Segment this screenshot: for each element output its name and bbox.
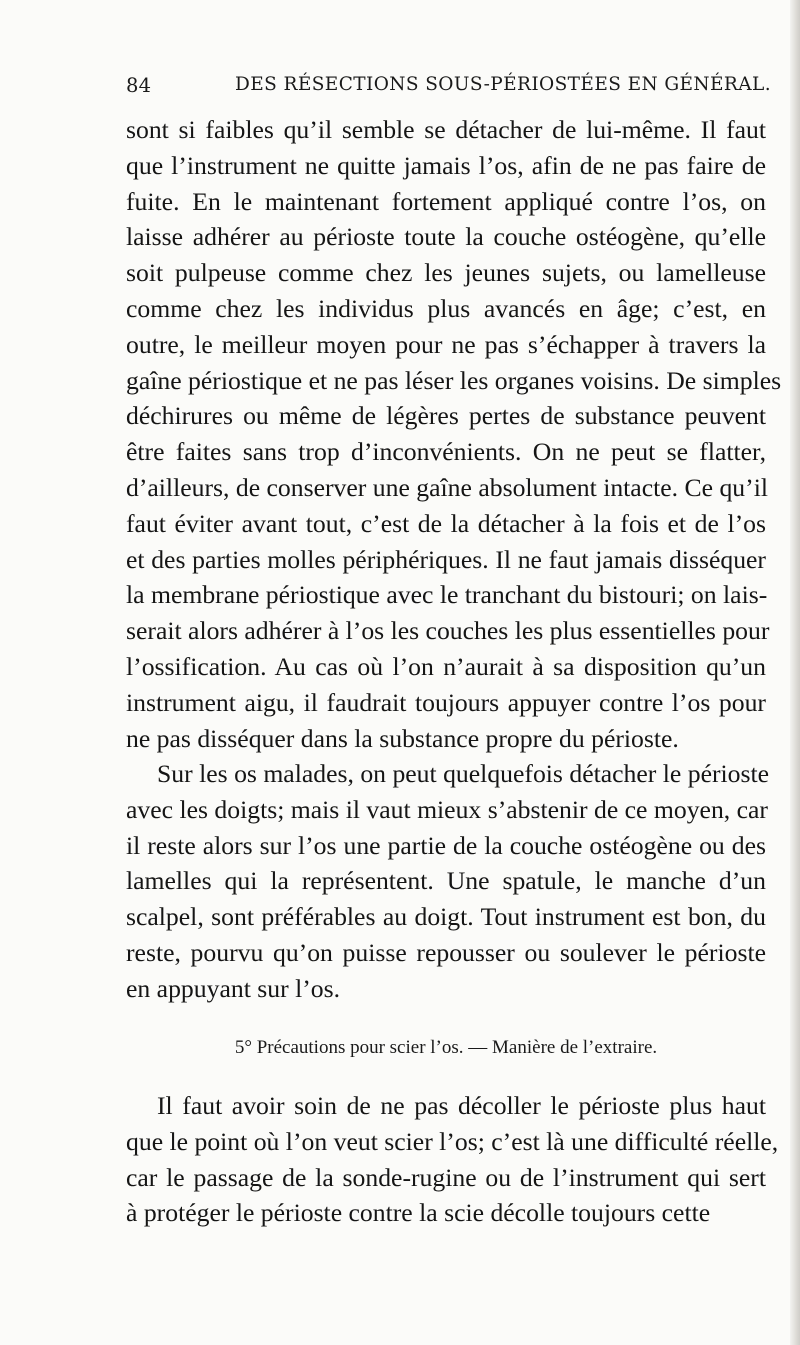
- text-line: car le passage de la sonde-rugine ou de l’instrument qui sert: [126, 1162, 766, 1192]
- text-line: que le point où l’on veut scier l’os; c’est là une difficulté réelle,: [126, 1126, 779, 1156]
- text-line: à protéger le périoste contre la scie décolle toujours cette: [126, 1198, 711, 1228]
- text-line: la membrane périostique avec le tranchant du bistouri; on lais-: [126, 580, 768, 610]
- text-line: gaîne périostique et ne pas léser les organes voisins. De simples: [126, 365, 782, 395]
- text-line: soit pulpeuse comme chez les jeunes sujets, ou lamelleuse: [126, 258, 766, 288]
- text-line: déchirures ou même de légères pertes de substance peuvent: [126, 401, 766, 431]
- page-number: 84: [126, 74, 152, 97]
- text-line: l’ossification. Au cas où l’on n’aurait à sa disposition qu’un: [126, 651, 766, 681]
- text-line: Il faut avoir soin de ne pas décoller le périoste plus haut: [157, 1091, 766, 1120]
- text-line: reste, pourvu qu’on puisse repousser ou soulever le périoste: [126, 937, 766, 967]
- text-line: avec les doigts; mais il vaut mieux s’abstenir de ce moyen, car: [126, 794, 768, 824]
- text-line: sont si faibles qu’il semble se détacher de lui-même. Il faut: [126, 115, 766, 144]
- running-title: DES RÉSECTIONS SOUS-PÉRIOSTÉES EN GÉNÉRAL.: [235, 74, 771, 95]
- text-line: instrument aigu, il faudrait toujours appuyer contre l’os pour: [126, 687, 766, 717]
- text-line: en appuyant sur l’os.: [126, 973, 341, 1003]
- text-line: fuite. En le maintenant fortement appliqué contre l’os, on: [126, 186, 766, 216]
- text-line: laisse adhérer au périoste toute la couche ostéogène, qu’elle: [126, 222, 766, 252]
- section-heading: 5° Précautions pour scier l’os. — Manière de l’extraire.: [234, 1037, 658, 1058]
- text-line: être faites sans trop d’inconvénients. On ne peut se flatter,: [126, 437, 766, 467]
- text-line: comme chez les individus plus avancés en âge; c’est, en: [126, 293, 766, 323]
- running-header: [126, 74, 771, 100]
- page-edge-shadow: [790, 0, 800, 1345]
- text-line: serait alors adhérer à l’os les couches les plus essentielles pour: [126, 616, 770, 646]
- text-line: il reste alors sur l’os une partie de la couche ostéogène ou des: [126, 830, 766, 860]
- text-line: scalpel, sont préférables au doigt. Tout instrument est bon, du: [126, 902, 766, 932]
- text-line: ne pas disséquer dans la substance propre du périoste.: [126, 723, 679, 753]
- text-line: et des parties molles périphériques. Il ne faut jamais disséquer: [126, 544, 766, 574]
- paragraph-3: [126, 1088, 779, 1231]
- text-line: d’ailleurs, de conserver une gaîne absolument intacte. Ce qu’il: [126, 472, 768, 502]
- text-line: que l’instrument ne quitte jamais l’os, afin de ne pas faire de: [126, 150, 766, 180]
- text-line: Sur les os malades, on peut quelquefois détacher le périoste: [157, 759, 770, 788]
- paragraph-1: [126, 112, 782, 756]
- text-line: outre, le meilleur moyen pour ne pas s’échapper à travers la: [126, 329, 766, 359]
- text-line: lamelles qui la représentent. Une spatule, le manche d’un: [126, 866, 766, 896]
- paragraph-2: [126, 756, 770, 1007]
- text-line: faut éviter avant tout, c’est de la détacher à la fois et de l’os: [126, 508, 766, 538]
